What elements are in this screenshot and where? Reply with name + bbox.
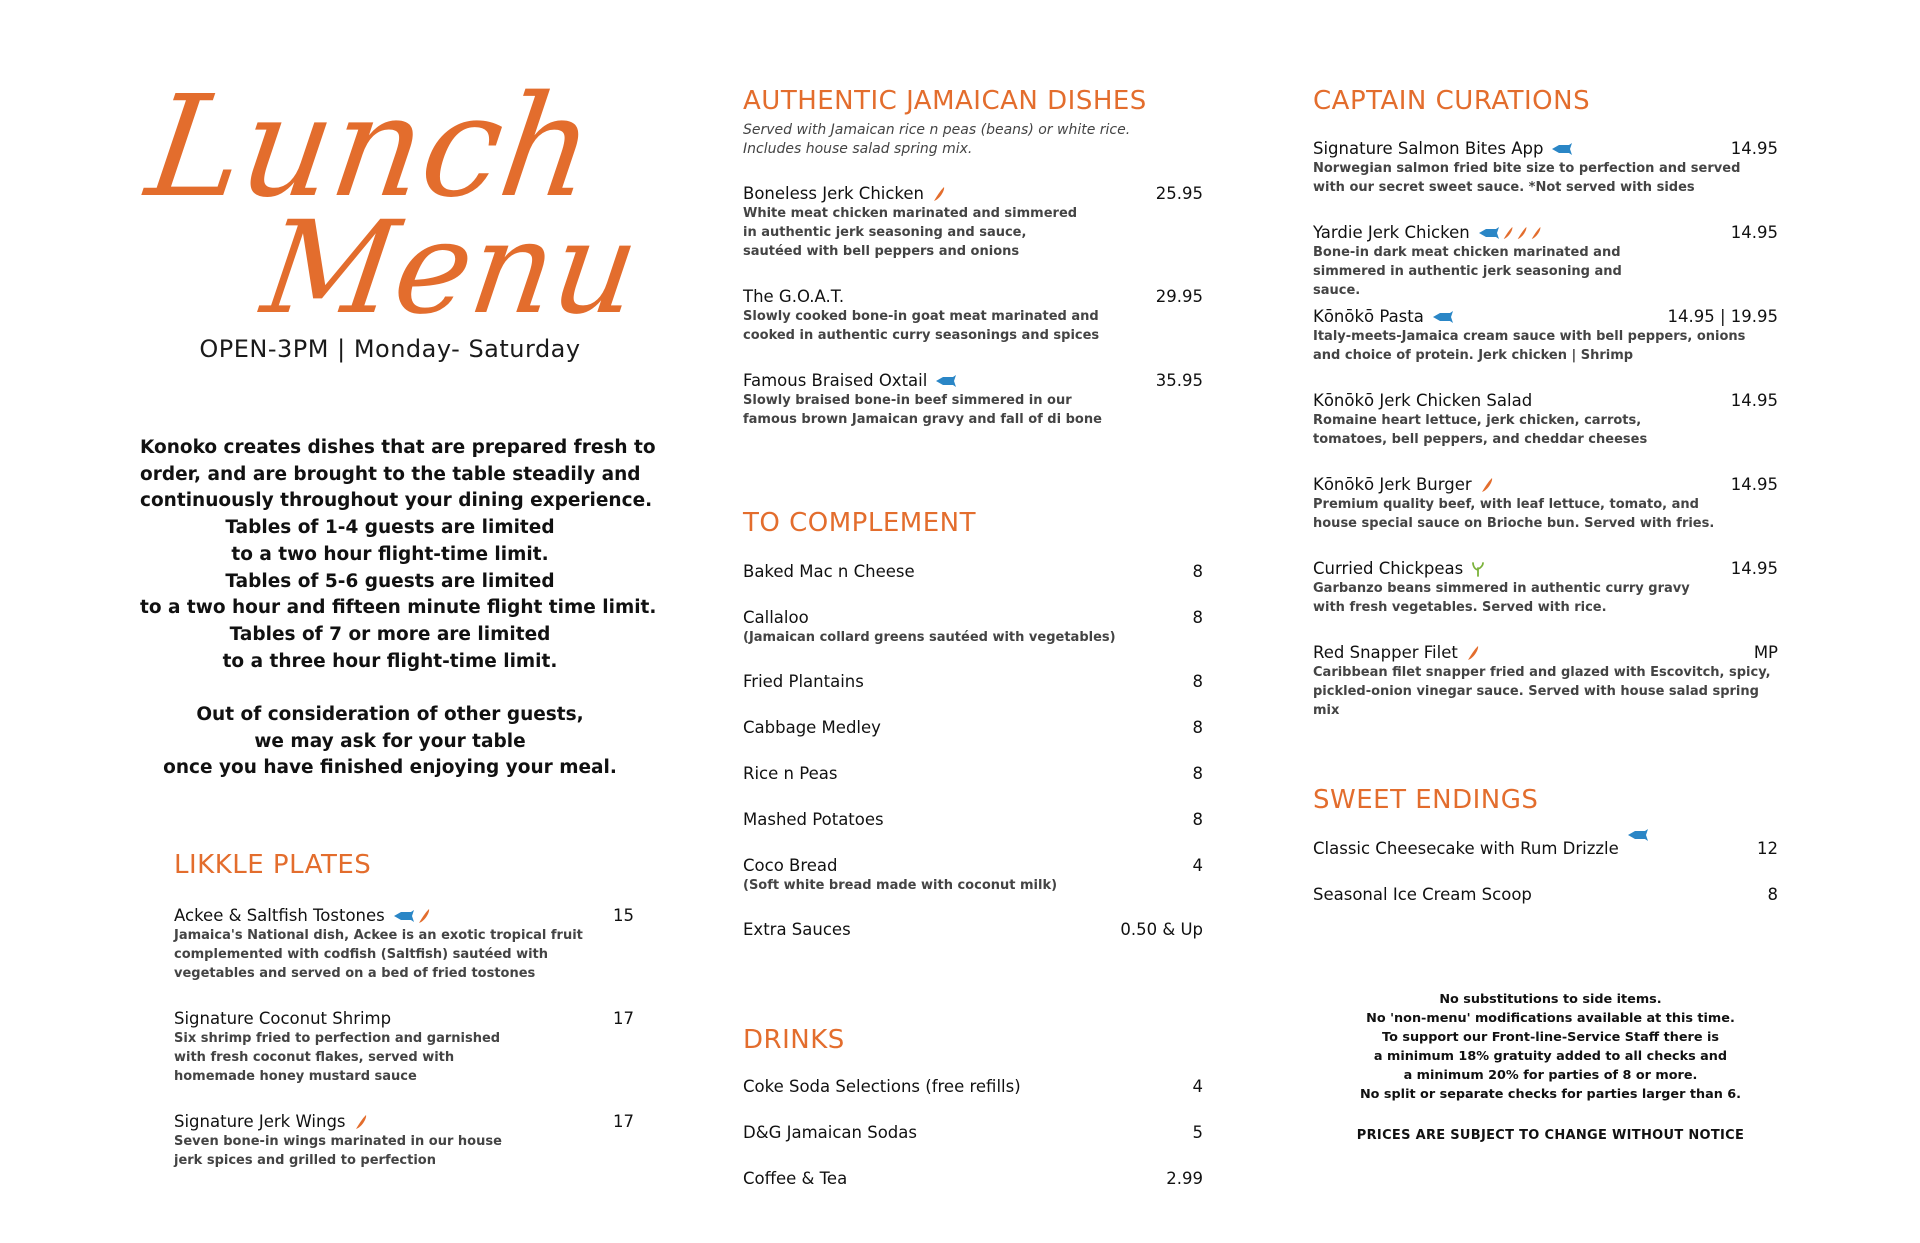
item-price: 2.99 (1166, 1169, 1203, 1188)
footer-line: To support our Front-line-Service Staff there is (1382, 1030, 1719, 1045)
menu-item (1313, 139, 1778, 197)
menu-item (743, 1169, 1203, 1188)
item-name: Seasonal Ice Cream Scoop (1313, 885, 1532, 904)
policy-line: Tables of 7 or more are limited (229, 623, 551, 645)
item-price: 12 (1757, 839, 1778, 858)
item-description: Caribbean filet snapper fried and glazed with Escovitch, spicy, pickled-onion vinegar sauce. Served with house salad spring mix (1313, 665, 1771, 718)
item-price: 14.95 | 19.95 (1667, 307, 1778, 326)
item-price: 17 (613, 1112, 634, 1131)
item-name: Rice n Peas (743, 764, 838, 783)
authentic-note-line: Includes house salad spring mix. (743, 141, 973, 157)
item-description: Slowly braised bone-in beef simmered in our famous brown Jamaican gravy and fall of di bone (743, 393, 1102, 427)
fish-icon (935, 375, 957, 387)
item-price: 8 (1767, 885, 1778, 904)
footer-line: No substitutions to side items. (1439, 992, 1662, 1007)
item-name: Coke Soda Selections (free refills) (743, 1077, 1021, 1096)
menu-item (1313, 839, 1778, 858)
footer-line: a minimum 20% for parties of 8 or more. (1403, 1068, 1698, 1083)
menu-item (743, 287, 1203, 345)
item-name: Extra Sauces (743, 920, 851, 939)
item-price: 14.95 (1730, 559, 1778, 578)
menu-item (743, 562, 1203, 581)
item-name: Baked Mac n Cheese (743, 562, 915, 581)
pepper-icon (1530, 225, 1542, 241)
item-name: Fried Plantains (743, 672, 864, 691)
drinks-title: DRINKS (743, 1025, 845, 1055)
policy-line: Out of consideration of other guests, (196, 704, 584, 726)
pepper-icon (1502, 225, 1514, 241)
item-name: Kōnōkō Jerk Chicken Salad (1313, 391, 1533, 410)
item-name: The G.O.A.T. (743, 287, 845, 306)
item-price: 8 (1192, 672, 1203, 691)
item-name: Callaloo (743, 608, 809, 627)
policy-line: once you have finished enjoying your meal. (163, 757, 617, 779)
fish-icon (1478, 227, 1500, 239)
menu-item (743, 764, 1203, 783)
pepper-icon (1516, 225, 1528, 241)
menu-item (743, 1123, 1203, 1142)
item-description: Italy-meets-Jamaica cream sauce with bell peppers, onions and choice of protein. Jerk chicken | Shrimp (1313, 329, 1746, 363)
menu-item (1313, 391, 1778, 449)
item-description: Romaine heart lettuce, jerk chicken, carrots, tomatoes, bell peppers, and cheddar cheeses (1313, 413, 1648, 447)
captain-title: CAPTAIN CURATIONS (1313, 86, 1591, 116)
menu-item (1313, 223, 1778, 300)
item-price: 8 (1192, 718, 1203, 737)
authentic-note (743, 121, 1130, 159)
menu-item (743, 718, 1203, 737)
menu-item (743, 608, 1203, 647)
policy-line: Konoko creates dishes that are prepared fresh to (140, 437, 656, 458)
item-name: Classic Cheesecake with Rum Drizzle (1313, 839, 1619, 858)
item-price: 14.95 (1730, 223, 1778, 242)
item-price: 15 (613, 906, 634, 925)
item-description: Premium quality beef, with leaf lettuce, tomato, and house special sauce on Brioche bun. Served with fries. (1313, 497, 1715, 531)
item-price: 17 (613, 1009, 634, 1028)
item-name: Coco Bread (743, 856, 838, 875)
item-description: White meat chicken marinated and simmered in authentic jerk seasoning and sauce, sautéed with bell peppers and onions (743, 206, 1078, 259)
item-name: Famous Braised Oxtail (743, 371, 928, 390)
item-description: Jamaica's National dish, Ackee is an exotic tropical fruit complemented with codfish (Saltfish) sautéed with vegetables and served on a bed of fried tostones (174, 928, 583, 981)
sweet-title: SWEET ENDINGS (1313, 785, 1539, 815)
menu-item (174, 906, 634, 983)
footer-line: No 'non-menu' modifications available at this time. (1366, 1011, 1735, 1026)
price-notice: PRICES ARE SUBJECT TO CHANGE WITHOUT NOTICE (1356, 1128, 1745, 1143)
policy-line: continuously throughout your dining experience. (140, 490, 653, 512)
menu-item (743, 371, 1203, 429)
item-description: Seven bone-in wings marinated in our house jerk spices and grilled to perfection (174, 1134, 502, 1168)
item-price: 8 (1192, 764, 1203, 783)
footer-notes (1313, 990, 1788, 1104)
authentic-title: AUTHENTIC JAMAICAN DISHES (743, 86, 1147, 116)
item-price: 14.95 (1730, 139, 1778, 158)
item-price: 8 (1192, 608, 1203, 627)
item-price: MP (1753, 643, 1778, 662)
pepper-icon (1466, 645, 1480, 661)
item-price: 8 (1192, 810, 1203, 829)
policy-line: Tables of 5-6 guests are limited (225, 570, 555, 592)
policy-line: to a three hour flight-time limit. (222, 650, 558, 672)
item-price: 25.95 (1155, 184, 1203, 203)
menu-item (743, 856, 1203, 895)
item-description: Bone-in dark meat chicken marinated and simmered in authentic jerk seasoning and sauce. (1313, 245, 1622, 298)
policy-line: order, and are brought to the table steadily and (140, 463, 641, 485)
item-name: Kōnōkō Jerk Burger (1313, 475, 1472, 494)
item-name: Signature Jerk Wings (174, 1112, 346, 1131)
policy-line: Tables of 1-4 guests are limited (225, 517, 555, 539)
fish-icon (1551, 143, 1573, 155)
hours-text: OPEN-3PM | Monday- Saturday (199, 335, 581, 363)
item-price: 5 (1192, 1123, 1203, 1142)
policy-line: we may ask for your table (254, 730, 526, 752)
item-price: 14.95 (1730, 391, 1778, 410)
menu-item (1313, 307, 1778, 365)
menu-item (1313, 559, 1778, 617)
pepper-icon (417, 908, 431, 924)
item-description: (Soft white bread made with coconut milk) (743, 878, 1058, 893)
item-name: Ackee & Saltfish Tostones (174, 906, 385, 925)
item-name: Kōnōkō Pasta (1313, 307, 1424, 326)
menu-item (743, 184, 1203, 261)
footer-line: a minimum 18% gratuity added to all checks and (1373, 1049, 1728, 1064)
item-price: 8 (1192, 562, 1203, 581)
menu-item (743, 810, 1203, 829)
title-lunch: Lunch (138, 66, 604, 229)
item-price: 35.95 (1155, 371, 1203, 390)
item-price: 0.50 & Up (1120, 920, 1203, 939)
item-description: Garbanzo beans simmered in authentic curry gravy with fresh vegetables. Served with rice. (1313, 581, 1690, 615)
pepper-icon (354, 1114, 368, 1130)
item-name: Cabbage Medley (743, 718, 881, 737)
fish-icon (1432, 311, 1454, 323)
fish-icon (393, 910, 415, 922)
policy-text (140, 435, 657, 782)
item-name: Red Snapper Filet (1313, 643, 1458, 662)
item-price: 14.95 (1730, 475, 1778, 494)
title-menu: Menu (254, 194, 648, 343)
menu-item (174, 1112, 634, 1170)
menu-item (743, 672, 1203, 691)
item-description: Norwegian salmon fried bite size to perfection and served with our secret sweet sauce. *Not served with sides (1313, 161, 1741, 195)
footer-line: No split or separate checks for parties larger than 6. (1359, 1087, 1742, 1102)
item-name: Mashed Potatoes (743, 810, 884, 829)
item-name: D&G Jamaican Sodas (743, 1123, 917, 1142)
complement-title: TO COMPLEMENT (743, 508, 976, 538)
item-price: 4 (1192, 856, 1203, 875)
pepper-icon (932, 186, 946, 202)
item-description: (Jamaican collard greens sautéed with vegetables) (743, 630, 1116, 645)
policy-line: to a two hour and fifteen minute flight time limit. (140, 597, 657, 619)
item-name: Yardie Jerk Chicken (1313, 223, 1470, 242)
menu-item (743, 920, 1203, 939)
policy-line: to a two hour flight-time limit. (231, 543, 549, 565)
item-name: Signature Coconut Shrimp (174, 1009, 392, 1028)
item-description: Six shrimp fried to perfection and garnished with fresh coconut flakes, served with homemade honey mustard sauce (174, 1031, 501, 1084)
leaf-icon (1471, 561, 1485, 577)
fish-icon (1627, 829, 1649, 841)
menu-item (174, 1009, 634, 1086)
pepper-icon (1480, 477, 1494, 493)
authentic-note-line: Served with Jamaican rice n peas (beans) or white rice. (743, 122, 1131, 138)
item-name: Coffee & Tea (743, 1169, 848, 1188)
menu-item (1313, 885, 1778, 904)
menu-item (1313, 643, 1778, 720)
likkle-plates-title: LIKKLE PLATES (174, 850, 372, 880)
menu-item (1313, 475, 1778, 533)
item-description: Slowly cooked bone-in goat meat marinated and cooked in authentic curry seasonings and spices (743, 309, 1100, 343)
menu-item (743, 1077, 1203, 1096)
item-price: 4 (1192, 1077, 1203, 1096)
item-price: 29.95 (1155, 287, 1203, 306)
item-name: Curried Chickpeas (1313, 559, 1464, 578)
item-name: Boneless Jerk Chicken (743, 184, 925, 203)
item-name: Signature Salmon Bites App (1313, 139, 1544, 158)
